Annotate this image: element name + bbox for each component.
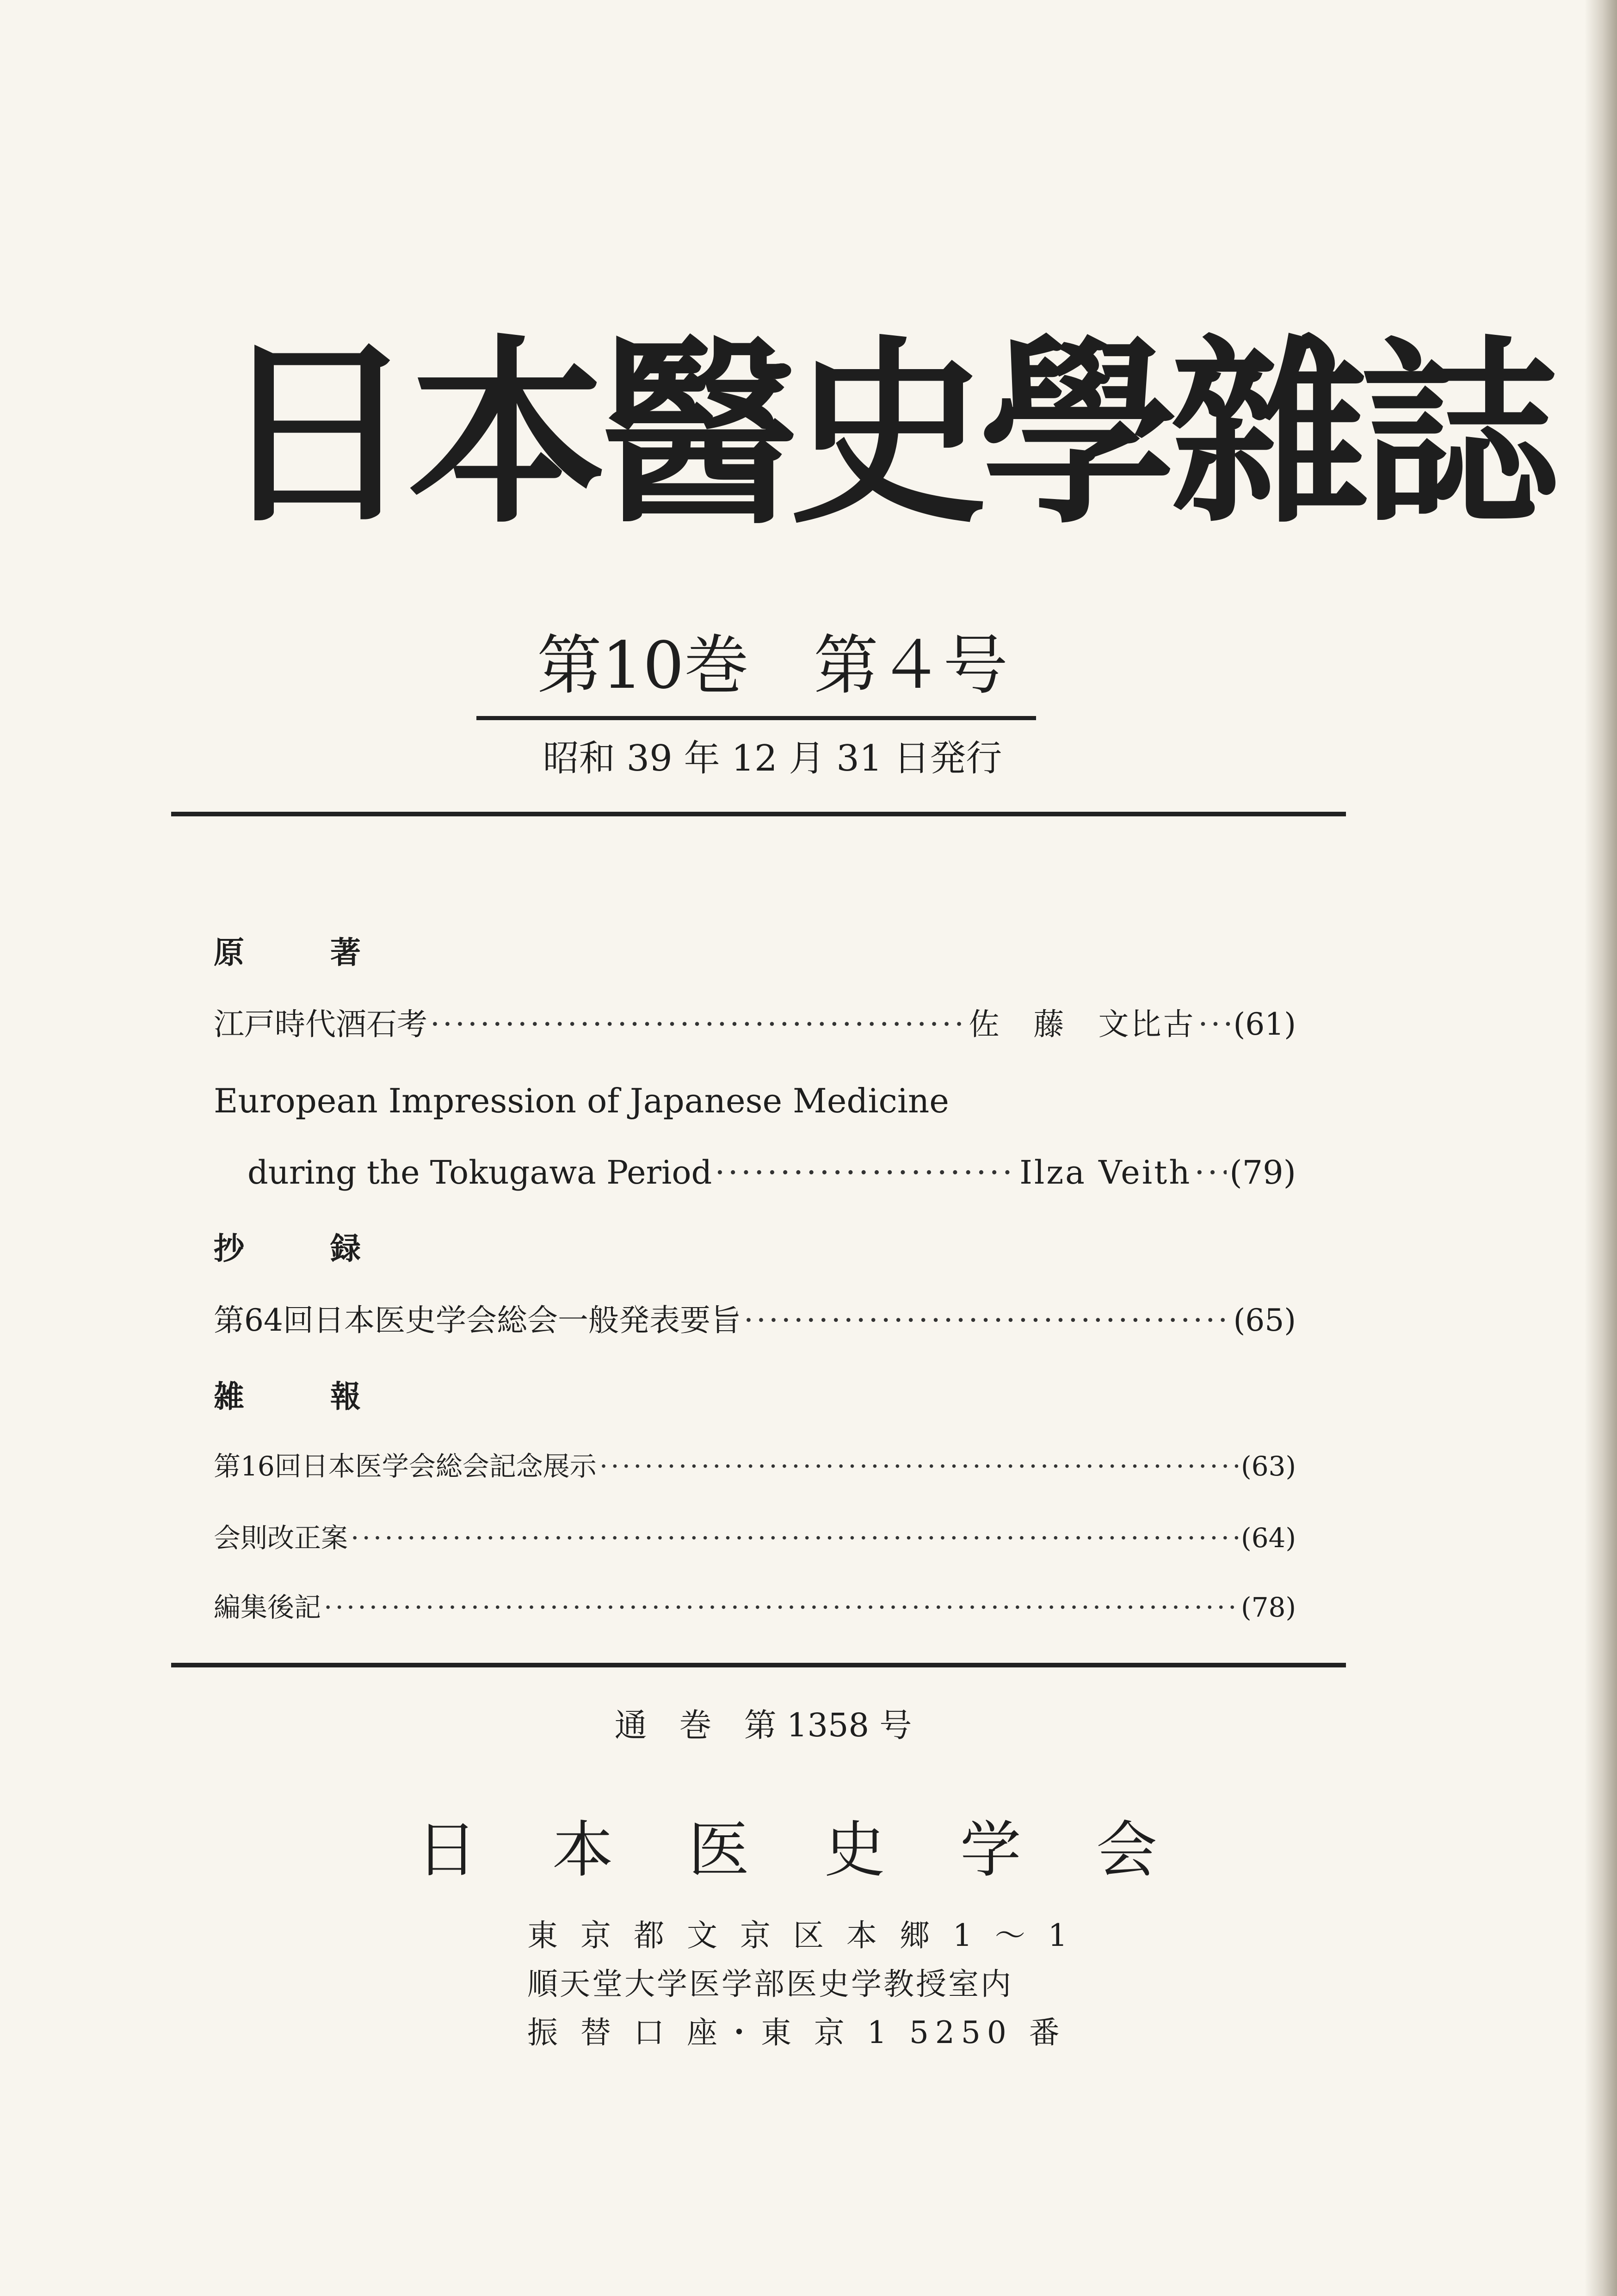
top-divider [171,812,1346,816]
section-heading-miscellany: 雑 報 [214,1379,389,1414]
section-heading-original: 原 著 [214,935,389,970]
society-name: 日 本 医 史 学 会 [416,1815,1185,1886]
leader-dots [744,1300,1231,1341]
leader-dots [715,1152,1017,1193]
toc-entry[interactable] [214,1004,1296,1045]
entry-title: 編集後記 [214,1592,321,1623]
toc-entry[interactable] [214,1586,1296,1628]
entry-title: 会則改正案 [214,1522,348,1554]
society-postal-account: 振 替 口 座・東 京 1 5250 番 [527,2015,1066,2050]
entry-title: 江戸時代酒石考 [214,1006,427,1042]
toc-entry[interactable] [247,1152,1296,1193]
leader-dots [1198,1004,1231,1045]
entry-author: 佐 藤 文比古 [969,1006,1196,1042]
bottom-divider [171,1663,1346,1667]
entry-title: 第64回日本医史学会総会一般発表要旨 [214,1302,741,1338]
entry-page: (65) [1233,1302,1296,1338]
entry-page: (78) [1241,1592,1296,1623]
society-address: 東 京 都 文 京 区 本 郷 1 ～ 1 [527,1918,1074,1953]
serial-number: 通 巻 第 1358 号 [614,1706,912,1744]
entry-page: (79) [1229,1154,1296,1191]
section-heading-abstracts: 抄 録 [214,1231,389,1266]
leader-dots [599,1445,1238,1487]
english-entry-title-line2: during the Tokugawa Period [247,1154,712,1191]
journal-title: 日本醫史學雜誌 [217,319,1551,550]
society-office: 順天堂大学医学部医史学教授室内 [527,1966,1013,2002]
english-entry-title-line1[interactable]: European Impression of Japanese Medicine [214,1081,949,1120]
toc-entry[interactable] [214,1445,1296,1487]
toc-entry[interactable] [214,1300,1296,1341]
entry-title: 第16回日本医学会総会記念展示 [214,1450,597,1482]
toc-entry[interactable] [214,1517,1296,1559]
publication-date: 昭和 39 年 12 月 31 日発行 [543,738,1002,779]
entry-author: Ilza Veith [1019,1154,1192,1191]
leader-dots [1194,1152,1227,1193]
volume-number: 第10巻 第４号 [537,628,1008,704]
issue-underline [476,716,1036,720]
page-edge-shadow [1585,0,1617,2296]
leader-dots [351,1517,1238,1559]
entry-page: (61) [1233,1006,1296,1042]
leader-dots [430,1004,966,1045]
entry-page: (63) [1241,1450,1296,1482]
entry-page: (64) [1241,1522,1296,1554]
leader-dots [324,1586,1238,1628]
